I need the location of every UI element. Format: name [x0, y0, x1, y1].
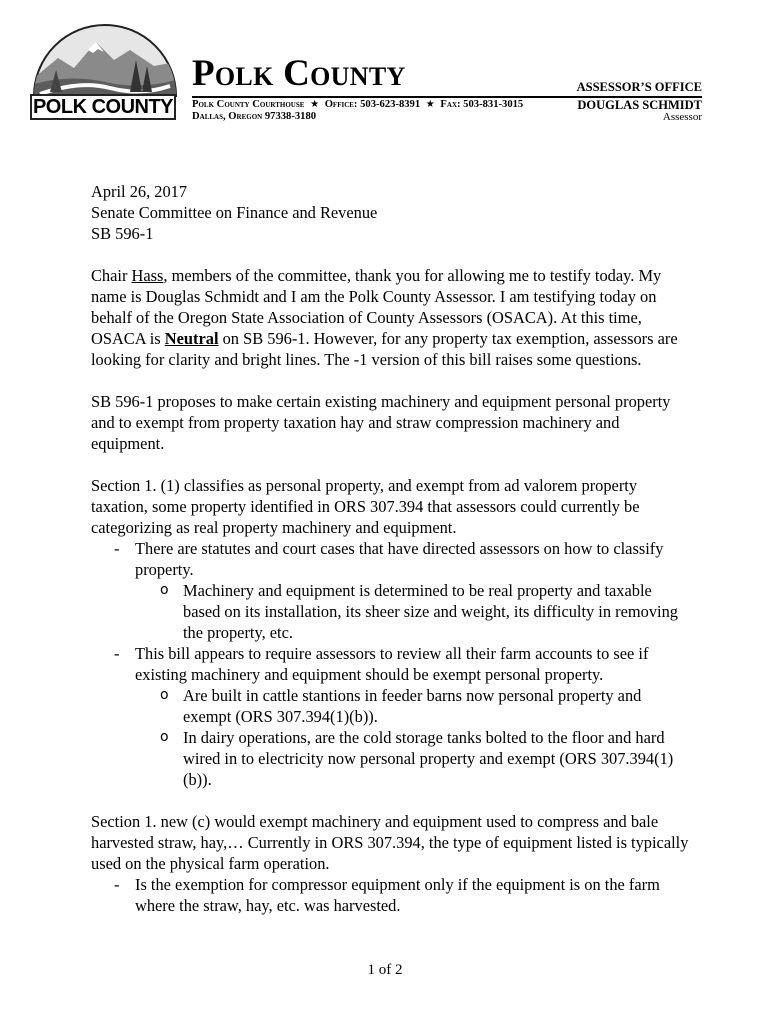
sub-list-item	[91, 727, 691, 790]
assessor-name: DOUGLAS SCHMIDT	[577, 98, 702, 112]
committee-name: Senate Committee on Finance and Revenue	[91, 203, 378, 222]
circle-bullet: o	[160, 687, 169, 703]
section1-paragraph: Section 1. (1) classifies as personal property, and exempt from ad valorem property taxation, some property identified in ORS 307.394 that assessors could currently be categorizing as real property machinery and equipment.	[91, 476, 640, 537]
sub-list-item	[91, 685, 691, 727]
dash-bullet: -	[114, 644, 120, 663]
dash-bullet: -	[114, 539, 120, 558]
bill-number: SB 596-1	[91, 224, 154, 243]
sub-list-item	[91, 580, 691, 643]
list-item-text: There are statutes and court cases that have directed assessors on how to classify property.	[135, 539, 664, 579]
county-logo	[30, 22, 180, 124]
letter-date: April 26, 2017	[91, 182, 188, 201]
list-item	[91, 874, 691, 916]
intro-paragraph	[91, 265, 691, 370]
star-icon: ★	[310, 99, 320, 110]
office-name: ASSESSOR’S OFFICE	[576, 80, 702, 94]
sub-list-item-text: Machinery and equipment is determined to be real property and taxable based on its installation, its sheer size and weight, its difficulty in removing the property, etc.	[183, 581, 678, 642]
intro-text-3: on SB 596-1. However, for any property tax exemption, assessors are looking for clarity and bright lines. The -1 version of this bill raises some questions.	[91, 329, 678, 369]
page-number: 1 of 2	[367, 962, 403, 978]
circle-bullet: o	[160, 582, 169, 598]
stance-word: Neutral	[164, 329, 219, 348]
list-item-text: Is the exemption for compressor equipment only if the equipment is on the farm where the straw, hay, etc. was harvested.	[135, 875, 660, 915]
office-phone: Office: 503-623-8391	[324, 99, 421, 110]
proposal-paragraph: SB 596-1 proposes to make certain existing machinery and equipment personal property and to exempt from property taxation hay and straw compression machinery and equipment.	[91, 392, 671, 453]
county-title: Polk County	[192, 53, 406, 94]
intro-text-2: , members of the committee, thank you for allowing me to testify today. My name is Douglas Schmidt and I am the Polk County Assessor. I am testifying today on behalf of the Oregon State Association of County Assessors (OSACA). At this time, OSACA is	[91, 266, 662, 348]
list-item-text: This bill appears to require assessors to review all their farm accounts to see if existing machinery and equipment should be exempt personal property.	[135, 644, 649, 684]
list-item	[91, 643, 691, 685]
chair-name: Hass	[131, 266, 164, 285]
star-icon: ★	[425, 99, 435, 110]
assessor-role: Assessor	[662, 111, 702, 123]
courthouse-contact-line	[192, 99, 523, 110]
list-item	[91, 538, 691, 580]
courthouse-name: Polk County Courthouse	[192, 99, 305, 110]
letter-body	[91, 181, 691, 916]
intro-text-1: Chair	[91, 266, 132, 285]
circle-bullet: o	[160, 729, 169, 745]
logo-wordmark: POLK COUNTY	[30, 94, 176, 120]
dash-bullet: -	[114, 875, 120, 894]
courthouse-address: Dallas, Oregon 97338-3180	[192, 111, 317, 122]
section1c-paragraph: Section 1. new (c) would exempt machinery and equipment used to compress and bale harvested straw, hay,… Currently in ORS 307.394, the type of equipment listed is typically used on the physical farm operation.	[91, 812, 689, 873]
sub-list-item-text: Are built in cattle stantions in feeder barns now personal property and exempt (ORS 307.394(1)(b)).	[183, 686, 642, 726]
fax-number: Fax: 503-831-3015	[440, 99, 524, 110]
sub-list-item-text: In dairy operations, are the cold storage tanks bolted to the floor and hard wired in to electricity now personal property and exempt (ORS 307.394(1)(b)).	[183, 728, 674, 789]
